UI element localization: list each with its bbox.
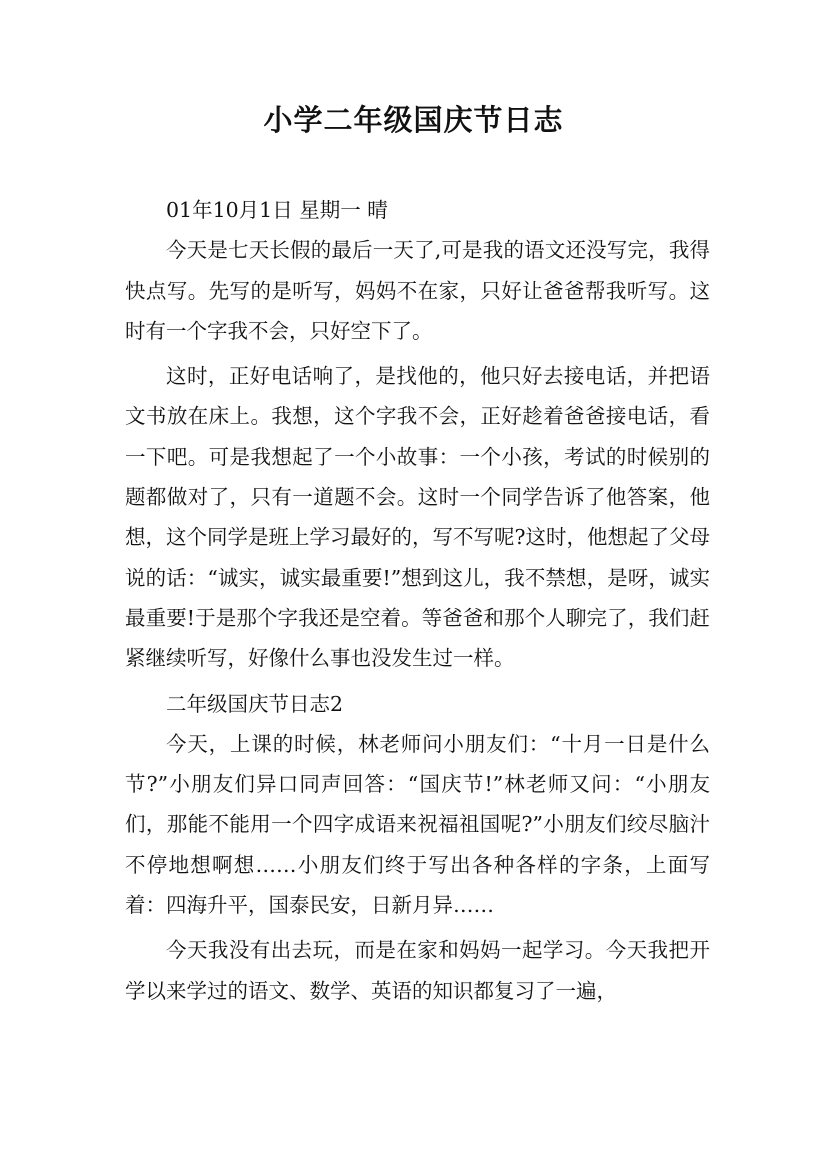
paragraph-4: 今天我没有出去玩，而是在家和妈妈一起学习。今天我把开学以来学过的语文、数学、英语的知识都复习了一遍， — [125, 938, 710, 1003]
paragraph-2: 这时，正好电话响了，是找他的，他只好去接电话，并把语文书放在床上。我想，这个字我不会，正好趁着爸爸接电话，看一下吧。可是我想起了一个小故事：一个小孩，考试的时候别的题都做对了，只有一道题不会。这时一个同学告诉了他答案，他想，这个同学是班上学习最好的，写不写呢?这时，他想起了父母说的话：“诚实，诚实最重要!”想到这儿，我不禁想，是呀，诚实最重要!于是那个字我还是空着。等爸爸和那个人聊完了，我们赶紧继续听写，好像什么事也没发生过一样。 — [125, 364, 710, 671]
document-title: 小学二年级国庆节日志 — [263, 103, 564, 137]
document-body — [125, 190, 710, 1011]
date-line: 01年10月1日 星期一 晴 — [166, 198, 388, 222]
section-heading-2: 二年级国庆节日志2 — [166, 691, 344, 716]
paragraph-3: 今天，上课的时候，林老师问小朋友们：“十月一日是什么节?”小朋友们异口同声回答：“国庆节!”林老师又问：“小朋友们，那能不能用一个四字成语来祝福祖国呢?”小朋友们绞尽脑汁不停地想啊想……小朋友们终于写出各种各样的字条，上面写着：四海升平，国泰民安，日新月异…… — [125, 731, 710, 918]
paragraph-1: 今天是七天长假的最后一天了,可是我的语文还没写完，我得快点写。先写的是听写，妈妈不在家，只好让爸爸帮我听写。这时有一个字我不会，只好空下了。 — [125, 238, 710, 343]
